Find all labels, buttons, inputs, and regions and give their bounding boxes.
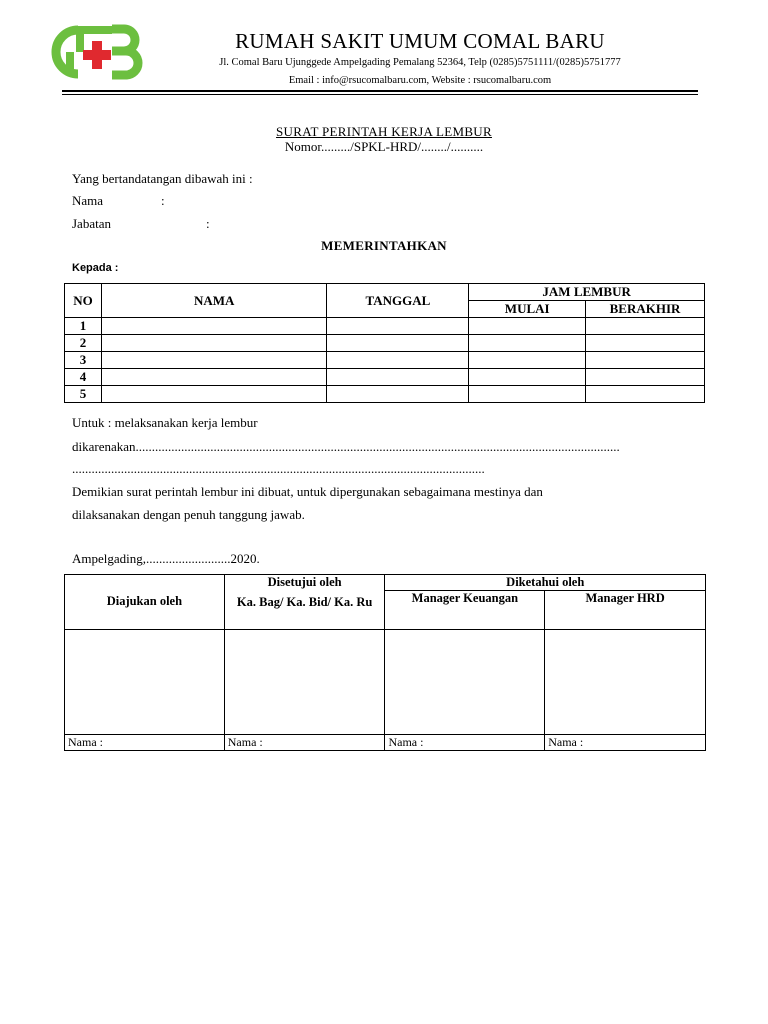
mulai-cell[interactable] (469, 318, 586, 335)
jabatan-colon: : (206, 216, 210, 231)
row-number: 3 (65, 352, 102, 369)
tanggal-cell[interactable] (327, 369, 469, 386)
berakhir-cell[interactable] (586, 386, 705, 403)
nama-disetujui: Nama : (224, 734, 385, 750)
berakhir-cell[interactable] (586, 369, 705, 386)
mulai-cell[interactable] (469, 352, 586, 369)
manager-keuangan-header: Manager Keuangan (385, 591, 545, 630)
document-number: Nomor........./SPKL-HRD/......../.......... (284, 139, 484, 154)
disetujui-oleh-header: Disetujui oleh (224, 575, 385, 591)
nama-cell[interactable] (101, 352, 327, 369)
table-row (65, 369, 705, 386)
hospital-logo-icon (50, 22, 144, 82)
signature-box-manager-hrd[interactable] (545, 629, 706, 734)
overtime-table (64, 283, 705, 403)
tanggal-cell[interactable] (327, 335, 469, 352)
nama-colon: : (161, 193, 165, 208)
tanggal-cell[interactable] (327, 352, 469, 369)
mulai-cell[interactable] (469, 335, 586, 352)
signature-box-diajukan[interactable] (65, 629, 225, 734)
header-divider-thick (62, 90, 698, 92)
mulai-cell[interactable] (469, 369, 586, 386)
table-row (65, 386, 705, 403)
place-date: Ampelgading,..........................2020. (72, 551, 260, 566)
mulai-cell[interactable] (469, 386, 586, 403)
dikarenakan-line: dikarenakan..................................................................................................................................................... (72, 439, 620, 454)
row-number: 1 (65, 318, 102, 335)
berakhir-cell[interactable] (586, 318, 705, 335)
berakhir-cell[interactable] (586, 335, 705, 352)
header-nama: NAMA (101, 284, 327, 318)
table-row (65, 335, 705, 352)
row-number: 4 (65, 369, 102, 386)
nama-cell[interactable] (101, 369, 327, 386)
closing-line-2: dilaksanakan dengan penuh tanggung jawab. (72, 507, 305, 522)
table-row (65, 318, 705, 335)
diajukan-oleh-header: Diajukan oleh (65, 575, 225, 630)
tanggal-cell[interactable] (327, 386, 469, 403)
header-divider-thin (62, 94, 698, 95)
row-number: 2 (65, 335, 102, 352)
nama-cell[interactable] (101, 335, 327, 352)
header-jam-lembur: JAM LEMBUR (469, 284, 705, 301)
signature-box-manager-keuangan[interactable] (385, 629, 545, 734)
nama-cell[interactable] (101, 318, 327, 335)
untuk-line: Untuk : melaksanakan kerja lembur (72, 415, 258, 430)
nama-manager-hrd: Nama : (545, 734, 706, 750)
header-no: NO (65, 284, 102, 318)
closing-line-1: Demikian surat perintah lembur ini dibuat, untuk dipergunakan sebagaimana mestinya dan (72, 484, 543, 499)
intro-text: Yang bertandatangan dibawah ini : (72, 171, 253, 186)
hospital-logo (50, 22, 144, 82)
reason-dots-line: ............................................................................................................................... (72, 461, 485, 476)
jabatan-label: Jabatan (72, 216, 111, 231)
kepada-label: Kepada : (72, 262, 119, 274)
hospital-name: RUMAH SAKIT UMUM COMAL BARU (235, 29, 605, 53)
hospital-email-website: Email : info@rsucomalbaru.com, Website : rsucomalbaru.com (288, 75, 552, 86)
hospital-address: Jl. Comal Baru Ujunggede Ampelgading Pemalang 52364, Telp (0285)5751111/(0285)5751777 (219, 57, 621, 68)
header-tanggal: TANGGAL (327, 284, 469, 318)
header-mulai: MULAI (469, 301, 586, 318)
table-row (65, 352, 705, 369)
tanggal-cell[interactable] (327, 318, 469, 335)
row-number: 5 (65, 386, 102, 403)
manager-hrd-header: Manager HRD (545, 591, 706, 630)
nama-diajukan: Nama : (65, 734, 225, 750)
nama-label: Nama (72, 193, 104, 208)
nama-cell[interactable] (101, 386, 327, 403)
signature-box-disetujui[interactable] (224, 629, 385, 734)
disetujui-subtitle: Ka. Bag/ Ka. Bid/ Ka. Ru (224, 591, 385, 630)
nama-manager-keuangan: Nama : (385, 734, 545, 750)
diketahui-oleh-header: Diketahui oleh (385, 575, 706, 591)
order-heading: MEMERINTAHKAN (321, 238, 447, 253)
berakhir-cell[interactable] (586, 352, 705, 369)
header-berakhir: BERAKHIR (586, 301, 705, 318)
document-title: SURAT PERINTAH KERJA LEMBUR (276, 124, 492, 139)
signature-table (64, 574, 706, 751)
